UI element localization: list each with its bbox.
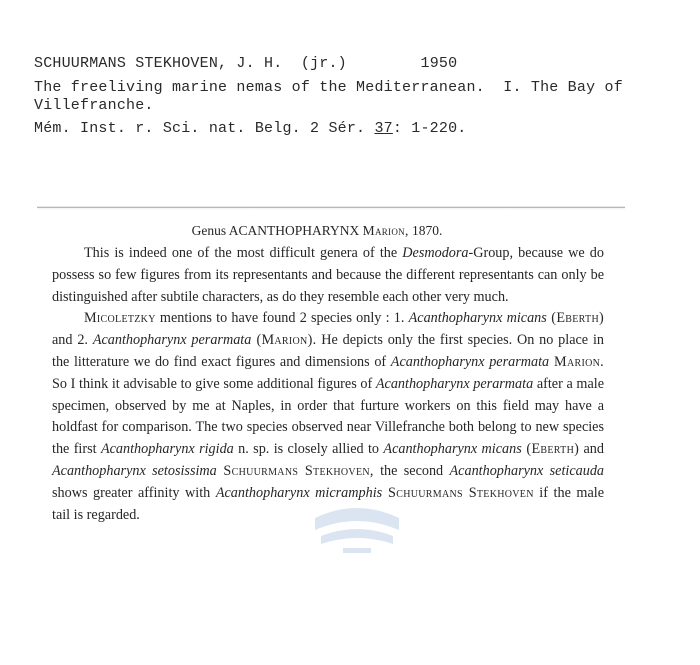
p2-author-eberth: (Eberth) bbox=[546, 310, 604, 327]
citation-year: 1950 bbox=[420, 55, 458, 72]
p2-author-marion-2: Marion. bbox=[549, 353, 604, 370]
p2-text-a: mentions to have found 2 species only : 1. bbox=[155, 310, 409, 327]
citation-author-line bbox=[34, 55, 457, 72]
p2-species-5: Acanthopharynx rigida bbox=[100, 441, 234, 458]
p2-species-7: Acanthopharynx setosissima bbox=[52, 462, 217, 479]
heading-genus: ACANTHOPHARYNX bbox=[228, 223, 360, 238]
p2-species-8: Acanthopharynx seticauda bbox=[449, 462, 605, 479]
citation-title-line-2: Villefranche. bbox=[34, 97, 154, 114]
p2-text-f: n. sp. is closely allied to bbox=[233, 441, 384, 458]
citation-pages: : 1-220. bbox=[392, 120, 467, 137]
paragraph-1 bbox=[52, 243, 604, 308]
p2-species-6: Acanthopharynx micans bbox=[383, 441, 522, 458]
p1-genus-name: Desmodora bbox=[402, 245, 469, 261]
citation-journal: Mém. Inst. r. Sci. nat. Belg. 2 Sér. bbox=[34, 120, 366, 137]
p2-species-2: Acanthopharynx perarmata bbox=[92, 332, 252, 349]
citation-journal-line bbox=[34, 120, 467, 137]
p2-text-c: He depicts only the first species. On no place in the litterature we do find exact figures and dimensions of bbox=[52, 332, 604, 370]
p2-species-4: Acanthopharynx perarmata bbox=[375, 375, 534, 392]
p2-author-schuurmans: Schuurmans Stekhoven, bbox=[216, 462, 374, 479]
p2-text-e: after a male specimen, observed by me at Naples, in order that furture workers on this field may have a holdfast for comparison. The two species observed near Villefranche both belong to new species the first bbox=[52, 375, 604, 458]
p2-author-micoletzky: Micoletzky bbox=[84, 310, 156, 327]
citation-author-suffix: (jr.) bbox=[300, 55, 347, 72]
p2-species-9: Acanthopharynx micramphis bbox=[215, 484, 383, 501]
heading-author: Marion, bbox=[362, 223, 409, 238]
p2-text-j: if the male tail is regarded. bbox=[52, 484, 604, 523]
p2-text-i: shows greater affinity with bbox=[52, 484, 216, 501]
p2-author-eberth-2: (Eberth) bbox=[521, 441, 580, 458]
p2-author-schuurmans-2: Schuurmans Stekhoven bbox=[382, 484, 534, 501]
library-stamp-watermark bbox=[307, 488, 407, 568]
p1-text-a: This is indeed one of the most difficult genera of the bbox=[84, 245, 403, 261]
clipping-body bbox=[52, 243, 604, 526]
p2-text-g: and bbox=[579, 441, 604, 458]
p2-text-b: and 2. bbox=[52, 332, 93, 349]
p2-author-marion: (Marion). bbox=[251, 332, 317, 349]
p1-text-b: -Group, because we do possess so few figures from its representants and because the different representants can only be distinguished after subtile characters, as do they resemble each other very much. bbox=[52, 245, 604, 305]
p2-species-3: Acanthopharynx perarmata bbox=[390, 353, 550, 370]
citation-author: SCHUURMANS STEKHOVEN, J. H. bbox=[34, 55, 283, 72]
citation-title-line-1: The freeliving marine nemas of the Mediterranean. I. The Bay of bbox=[34, 79, 623, 96]
clipping-heading bbox=[37, 223, 597, 239]
pasted-text-clipping bbox=[37, 207, 625, 558]
p2-species-1: Acanthopharynx micans bbox=[408, 310, 547, 327]
citation-volume: 37 bbox=[374, 120, 393, 137]
heading-prefix: Genus bbox=[191, 223, 227, 238]
heading-year: 1870. bbox=[412, 223, 443, 238]
p2-text-d: So I think it advisable to give some additional figures of bbox=[52, 375, 376, 392]
p2-text-h: the second bbox=[373, 462, 450, 479]
